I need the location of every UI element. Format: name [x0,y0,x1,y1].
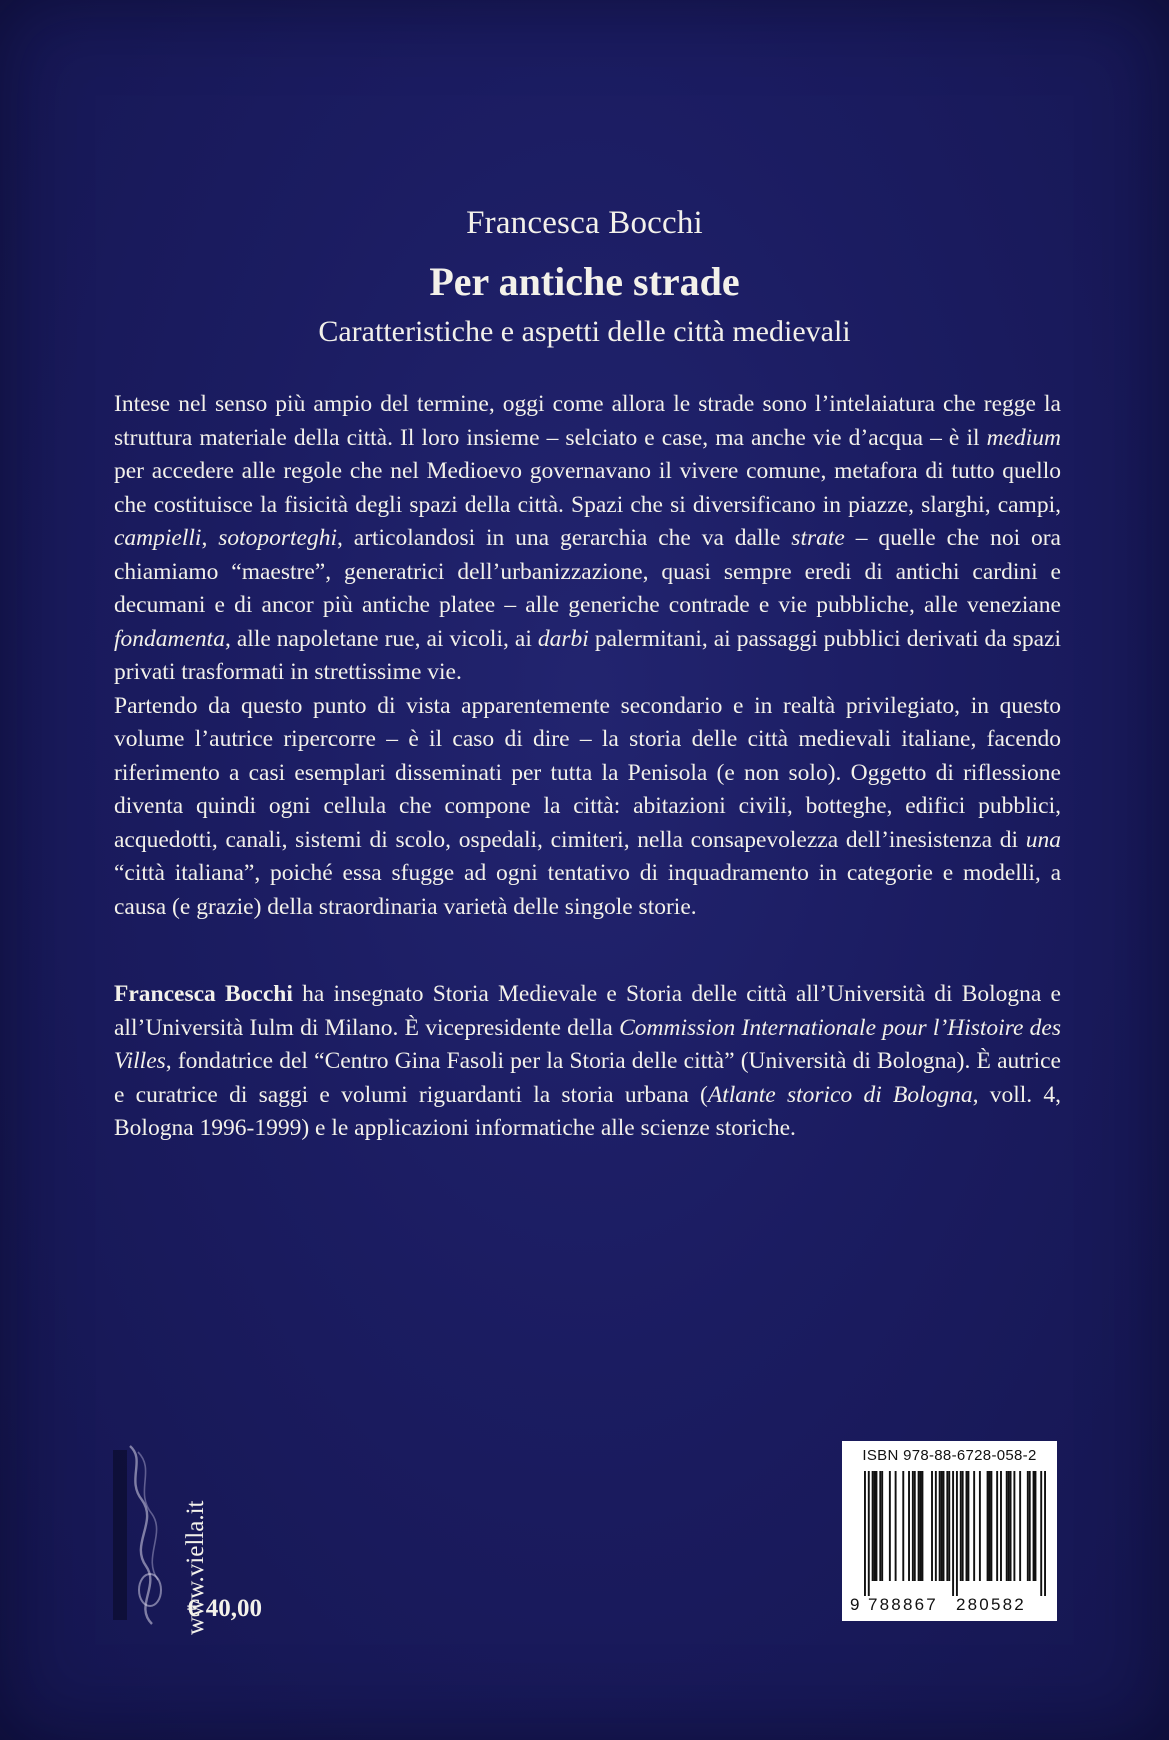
barcode-bar [1040,1471,1042,1596]
barcode-bar [967,1471,969,1581]
barcode-group-2: 280582 [956,1595,1026,1614]
isbn-label: ISBN 978-88-6728-058-2 [862,1447,1037,1464]
author-biography [114,978,1061,1146]
barcode-bar [962,1471,964,1581]
barcode-bar [881,1471,883,1581]
barcode-bar [960,1471,962,1581]
biography-paragraph: Francesca Bocchi ha insegnato Storia Medievale e Storia delle città all’Università di Bologna e all’Università Iulm di Milano. È vicepresidente della Commission Internationale pour l’Histoire des Villes, fondatrice del “Centro Gina Fasoli per la Storia delle città” (Università di Bologna). È autrice e curatrice di saggi e volumi riguardanti la storia urbana (Atlante storico di Bologna, voll. 4, Bologna 1996-1999) e le applicazioni informatiche alle scienze storiche. [114,981,1062,1141]
book-description [114,388,1061,924]
barcode-bar [989,1471,991,1581]
barcode-bar [1033,1471,1035,1581]
barcode-bar [941,1471,943,1581]
barcode-bar [902,1471,904,1581]
barcode-bar [868,1471,870,1596]
barcode-bar [1029,1471,1031,1581]
barcode-bar [872,1471,874,1581]
barcode-bar [895,1471,897,1581]
description-paragraph-2: Partendo da questo punto di vista apparentemente secondario e in realtà privilegiato, in questo volume l’autrice ripercorre – è il caso di dire – la storia delle città medievali italiane, facendo riferimento a casi esemplari disseminati per tutta la Penisola (e non solo). Oggetto di riflessione diventa quindi ogni cellula che compone la città: abitazioni civili, botteghe, edifici pubblici, acquedotti, canali, sistemi di scolo, ospedali, cimiteri, nella consapevolezza dell’inesistenza di una “città italiana”, poiché essa sfugge ad ogni tentativo di inquadramento in categorie e modelli, a causa (e grazie) della straordinaria varietà delle singole storie. [114,692,1061,920]
barcode-bar [1027,1471,1029,1581]
price-label: € 40,00 [187,1595,262,1622]
barcode-bar [939,1471,941,1581]
barcode-bar [1010,1471,1012,1581]
publisher-logo-icon [112,1440,174,1630]
barcode-bar [908,1471,910,1581]
barcode-bar [874,1471,876,1581]
barcode-bar [1000,1471,1002,1581]
barcode-bar [946,1471,948,1581]
barcode-bar [879,1471,881,1581]
barcode-bar [935,1471,937,1581]
barcode-bar [979,1471,981,1581]
website-text: www.viella.it [182,1500,209,1635]
barcode-bar [914,1471,916,1581]
book-subtitle: Caratteristiche e aspetti delle città medievali [318,315,851,348]
barcode-bar [1013,1471,1015,1581]
book-title: Per antiche strade [429,259,740,304]
barcode-lead-digit: 9 [850,1595,860,1614]
barcode-bar [1035,1471,1037,1581]
barcode-bar [864,1471,866,1596]
barcode-bar [987,1471,989,1581]
barcode-bar [1019,1471,1021,1581]
barcode-bars [864,1471,1046,1596]
barcode-bar [921,1471,923,1581]
barcode-bar [889,1471,891,1581]
barcode-bar [1006,1471,1008,1581]
barcode-bar [952,1471,954,1596]
barcode-bar [931,1471,933,1581]
barcode-bar [943,1471,945,1581]
description-paragraph-1: Intese nel senso più ampio del termine, oggi come allora le strade sono l’intelaiatura che regge la struttura materiale della città. Il loro insieme – selciato e case, ma anche vie d’acqua – è il medium per accedere alle regole che nel Medioevo governavano il vivere comune, metafora di tutto quello che costituisce la fisicità degli spazi della città. Spazi che si diversificano in piazze, slarghi, campi, campielli, sotoporteghi, articolandosi in una gerarchia che va dalle strate – quelle che noi ora chiamiamo “maestre”, generatrici dell’urbanizzazione, quasi sempre eredi di antichi cardini e decumani e di ancor più antiche platee – alle generiche contrade e vie pubbliche, alle veneziane fondamenta, alle napoletane rue, ai vicoli, ai darbi palermitani, ai passaggi pubblici derivati da spazi privati trasformati in strettissime vie. [114,391,1061,685]
barcode-bar [996,1471,998,1581]
barcode-bar [956,1471,958,1596]
barcode-bar [990,1471,992,1581]
barcode-bar [966,1471,968,1581]
author-name: Francesca Bocchi [466,205,703,241]
barcode-bar [1044,1471,1046,1596]
barcode-group-1: 788867 [868,1595,938,1614]
barcode-bar [875,1471,877,1581]
isbn-barcode [842,1441,1057,1621]
barcode-bar [918,1471,920,1581]
barcode-bar [920,1471,922,1581]
barcode-bar [1008,1471,1010,1581]
barcode-bar [912,1471,914,1581]
barcode-bar [948,1471,950,1581]
barcode-bar [973,1471,975,1581]
